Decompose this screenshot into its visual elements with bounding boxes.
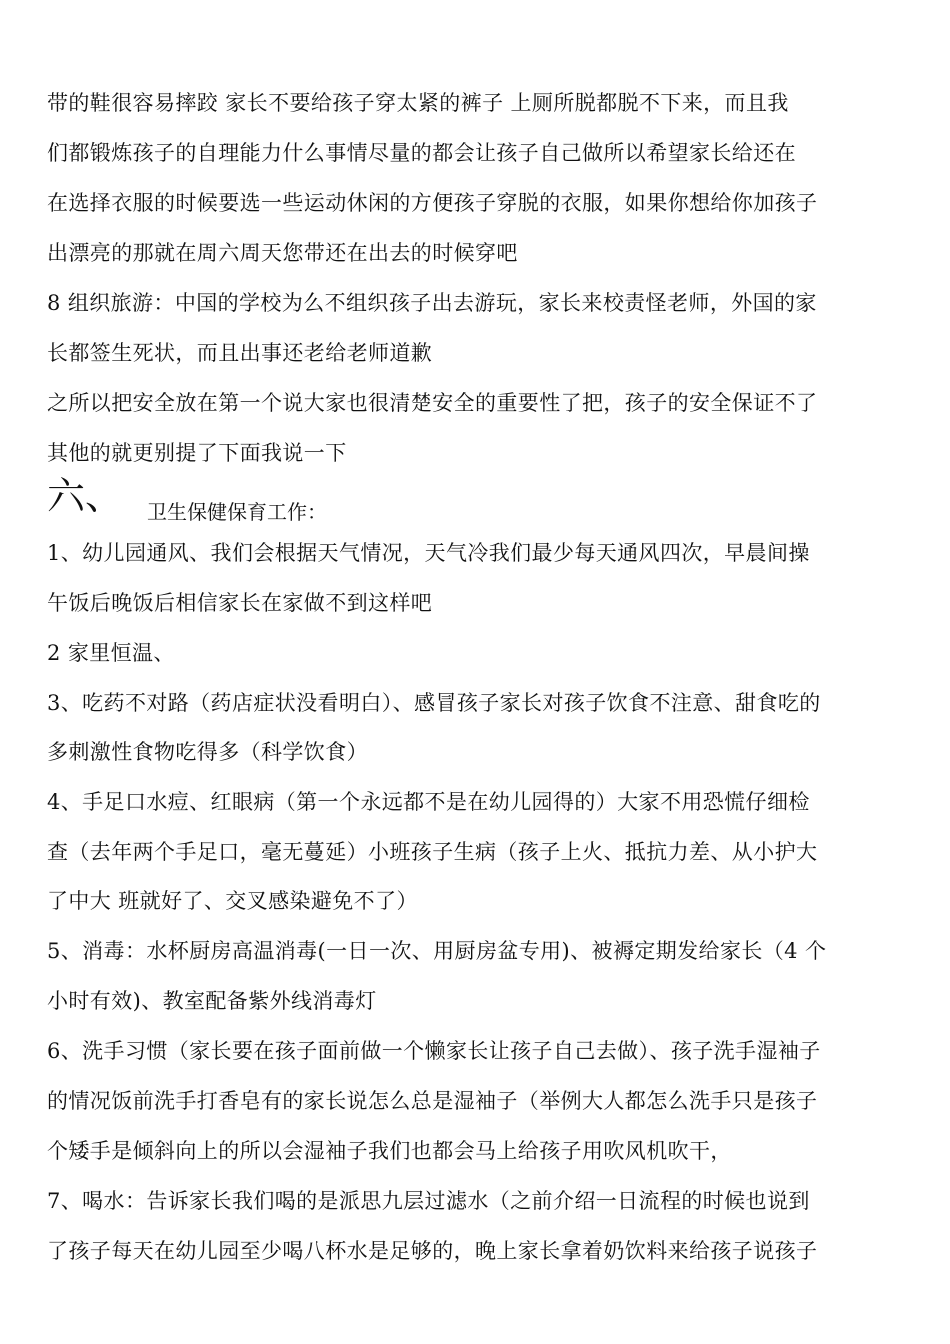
text-line: 3、吃药不对路（药店症状没看明白）、感冒孩子家长对孩子饮食不注意、甜食吃的	[47, 691, 821, 715]
text-line: 了孩子每天在幼儿园至少喝八杯水是足够的，晚上家长拿着奶饮料来给孩子说孩子	[47, 1239, 818, 1263]
text-line: 们都锻炼孩子的自理能力什么事情尽量的都会让孩子自己做所以希望家长给还在	[47, 141, 796, 165]
text-line: 多刺激性食物吃得多（科学饮食）	[47, 740, 368, 764]
text-line: 其他的就更别提了下面我说一下	[47, 441, 347, 465]
text-line: 在选择衣服的时候要选一些运动休闲的方便孩子穿脱的衣服，如果你想给你加孩子	[47, 191, 818, 215]
text-line: 的情况饭前洗手打香皂有的家长说怎么总是湿袖子（举例大人都怎么洗手只是孩子	[47, 1089, 818, 1113]
text-line: 8 组织旅游：中国的学校为么不组织孩子出去游玩，家长来校责怪老师，外国的家	[47, 291, 817, 315]
text-line: 带的鞋很容易摔跤 家长不要给孩子穿太紧的裤子 上厕所脱都脱不下来，而且我	[47, 91, 789, 115]
text-line: 了中大 班就好了、交叉感染避免不了）	[47, 889, 418, 913]
text-line: 2 家里恒温、	[47, 641, 175, 665]
text-line: 小时有效)、教室配备紫外线消毒灯	[47, 989, 377, 1013]
text-line: 出漂亮的那就在周六周天您带还在出去的时候穿吧	[47, 241, 518, 265]
text-line: 查（去年两个手足口，毫无蔓延）小班孩子生病（孩子上火、抵抗力差、从小护大	[47, 840, 818, 864]
text-line: 5、消毒：水杯厨房高温消毒(一日一次、用厨房盆专用)、被褥定期发给家长（4 个	[47, 939, 827, 963]
text-line: 1、幼儿园通风、我们会根据天气情况，天气冷我们最少每天通风四次，早晨间操	[47, 541, 810, 565]
text-line: 长都签生死状，而且出事还老给老师道歉	[47, 341, 433, 365]
text-line: 4、手足口水痘、红眼病（第一个永远都不是在幼儿园得的）大家不用恐慌仔细检	[47, 790, 810, 814]
section-title: 卫生保健保育工作：	[147, 500, 327, 524]
text-line: 午饭后晚饭后相信家长在家做不到这样吧	[47, 591, 433, 615]
text-line: 6、洗手习惯（家长要在孩子面前做一个懒家长让孩子自己去做）、孩子洗手湿袖子	[47, 1039, 821, 1063]
text-line: 之所以把安全放在第一个说大家也很清楚安全的重要性了把，孩子的安全保证不了	[47, 391, 818, 415]
text-line: 个矮手是倾斜向上的所以会湿袖子我们也都会马上给孩子用吹风机吹干，	[47, 1139, 732, 1163]
text-line: 7、喝水：告诉家长我们喝的是派思九层过滤水（之前介绍一日流程的时候也说到	[47, 1189, 810, 1213]
section-heading	[47, 476, 907, 526]
section-number: 六、	[47, 474, 124, 518]
